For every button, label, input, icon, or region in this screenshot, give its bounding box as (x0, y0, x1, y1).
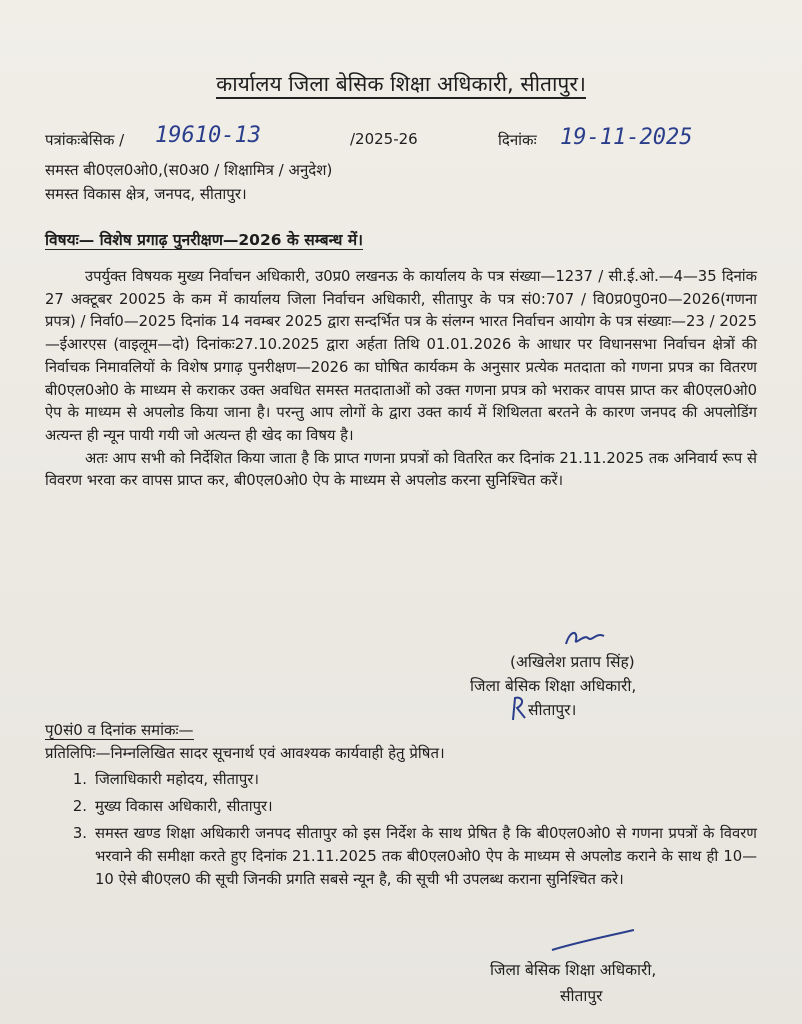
signatory-place: सीतापुर। (528, 701, 577, 719)
list-item-number: 3. (72, 825, 87, 842)
reference-session: /2025-26 (350, 130, 418, 148)
subject-line: विषयः— विशेष प्रगाढ़ पुनरीक्षण—2026 के सम्बन्ध में। (45, 231, 363, 249)
signature-scribble-icon (560, 626, 610, 652)
list-item-text: जिलाधिकारी महोदय, सीतापुर। (95, 771, 259, 788)
list-item-text: मुख्य विकास अधिकारी, सीतापुर। (95, 798, 273, 815)
letter-body (45, 266, 757, 493)
footer-place: सीतापुर (560, 987, 603, 1005)
body-paragraph-2: अतः आप सभी को निर्देशित किया जाता है कि प्राप्त गणना प्रपत्रों को वितरित कर दिनांक 21.11.2025 तक अनिवार्य रूप से विवरण भरवा कर वापस प्राप्त कर, बी0एल0ओ0 ऐप के माध्यम से अपलोड करना सुनिश्चित करें। (45, 449, 757, 490)
signatory-designation: जिला बेसिक शिक्षा अधिकारी, (470, 677, 637, 695)
body-paragraph-1: उपर्युक्त विषयक मुख्य निर्वाचन अधिकारी, उ0प्र0 लखनऊ के कार्यालय के पत्र संख्या—1237 / सी.ई.ओ.—4—35 दिनांक 27 अक्टूबर 20025 के कम में कार्यालय जिला निर्वाचन अधिकारी, सीतापुर के पत्र सं0:707 / वि0प्र0पु0न0—2026(गणना प्रपत्र) / निर्वा0—2025 दिनांक 14 नवम्बर 2025 द्वारा सन्दर्भित पत्र के संलग्न भारत निर्वाचन आयोग के पत्र संख्याः—23 / 2025—ईआरएस (वाइलूम—दो) दिनांकः27.10.2025 द्वारा अर्हता तिथि 01.01.2026 के आधार पर विधानसभा निर्वाचन क्षेत्रों की निर्वाचक निमावलियों के विशेष प्रगाढ़ पुनरीक्षण—2026 का घोषित कार्यकम के अनुसार प्रत्येक मतदाता को गणना प्रपत्र का वितरण बी0एल0ओ0 के माध्यम से कराकर उक्त अवधित समस्त मतदाताओं को उक्त गणना प्रपत्र को भराकर वापस प्राप्त कर बी0एल0ओ0 ऐप के माध्यम से अपलोड किया जाना है। परन्तु आप लोगों के द्वारा उक्त कार्य में शिथिलता बरतने के कारण जनपद की अपलोडिंग अत्यन्त ही न्यून पायी गयी जो अत्यन्त ही खेद का विषय है। (45, 268, 757, 444)
reference-prefix: पत्रांकःबेसिक / (45, 131, 125, 149)
initials-mark-icon (505, 694, 529, 724)
endorsement-heading: पृ0सं0 व दिनांक समांकः— (45, 721, 194, 739)
pen-stroke-icon (548, 928, 638, 954)
office-title: कार्यालय जिला बेसिक शिक्षा अधिकारी, सीतापुर। (0, 70, 802, 98)
addressee-line-1: समस्त बी0एल0ओ0,(स0अ0 / शिक्षामित्र / अनुदेश) (45, 161, 333, 179)
copy-list (45, 768, 757, 891)
list-item (45, 795, 757, 818)
signatory-name: (अखिलेश प्रताप सिंह) (510, 653, 635, 671)
addressee-line-2: समस्त विकास क्षेत्र, जनपद, सीतापुर। (45, 185, 247, 203)
list-item-text: समस्त खण्ड शिक्षा अधिकारी जनपद सीतापुर को इस निर्देश के साथ प्रेषित है कि बी0एल0ओ0 से गणना प्रपत्रों के विवरण भरवाने की समीक्षा करते हुए दिनांक 21.11.2025 तक बी0एल0ओ0 ऐप के माध्यम से अपलोड कराने के साथ ही 10—10 ऐसे बी0एल0 की सूची जिनकी प्रगति सबसे न्यून है, की सूची भी उपलब्ध कराना सुनिश्चित करे। (95, 825, 757, 888)
date-label: दिनांकः (498, 131, 537, 149)
footer-designation: जिला बेसिक शिक्षा अधिकारी, (490, 961, 657, 979)
copy-line: प्रतिलिपिः—निम्नलिखित सादर सूचनार्थ एवं आवश्यक कार्यवाही हेतु प्रेषित। (45, 744, 445, 762)
list-item-number: 2. (72, 798, 87, 815)
list-item-number: 1. (72, 771, 87, 788)
reference-number-handwritten: 19610-13 (155, 123, 261, 148)
list-item (45, 768, 757, 791)
list-item (45, 822, 757, 891)
date-handwritten: 19-11-2025 (560, 125, 693, 150)
